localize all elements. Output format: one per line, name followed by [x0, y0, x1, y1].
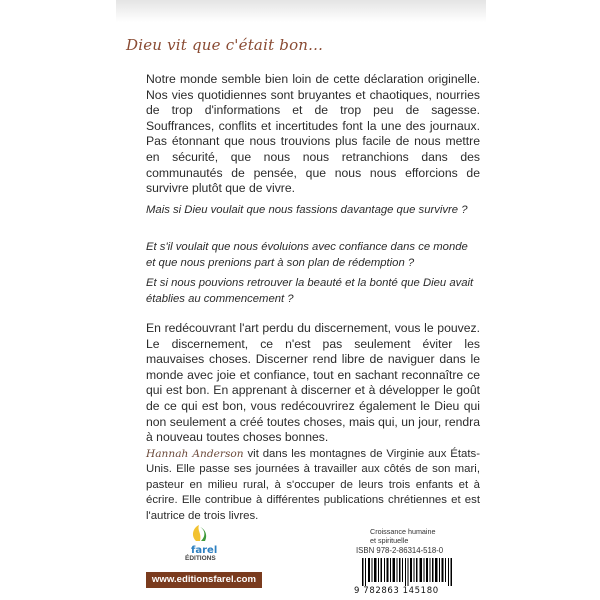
isbn-number: ISBN 978-2-86314-518-0 [356, 546, 444, 555]
publisher-sub: ÉDITIONS [185, 555, 216, 562]
question-2: Et s'il voulait que nous évoluions avec confiance dans ce monde et que nous prenions part à son plan de rédemption ? [146, 241, 468, 269]
question-3: Et si nous pouvions retrouver la beauté et la bonté que Dieu avait établies au commencement ? [146, 277, 474, 305]
category-label [370, 527, 436, 545]
website-link[interactable]: www.editionsfarel.com [146, 572, 262, 588]
book-back-cover [116, 0, 486, 600]
publisher-name: farel [191, 545, 218, 556]
cover-title: Dieu vit que c'était bon... [126, 36, 324, 54]
author-bio-text: vit dans les montagnes de Virginie aux États-Unis. Elle passe ses journées à travailler aux côtés de son mari, pasteur en milieu rural, à s'occuper de leurs trois enfants et à écrire. Elle contribue à différentes publications chrétiennes et est l'autrice de trois livres. [146, 448, 480, 522]
question-1: Mais si Dieu voulait que nous fassions davantage que survivre ? [146, 204, 468, 216]
barcode [354, 558, 462, 596]
category-line-2: et spirituelle [370, 536, 409, 545]
author-bio [146, 447, 480, 524]
top-shadow [116, 0, 486, 22]
barcode-bars-icon [362, 558, 456, 586]
discernment-paragraph: En redécouvrant l'art perdu du discernement, vous le pouvez. Le discernement, ce n'est pas seulement éviter les mauvaises choses. Discerner rend libre de naviguer dans le monde avec joie et confiance, tout en sachant reconnaître ce qui est bon. En apprenant à discerner et à développer le goût de ce qui est bon, vous redécouvrirez également le Dieu qui non seulement a créé toutes choses, mais qui, un jour, rendra à nouveau toutes choses bonnes. [146, 321, 480, 445]
category-line-1: Croissance humaine [370, 527, 436, 536]
barcode-digits: 9 782863 145180 [354, 586, 439, 596]
intro-paragraph: Notre monde semble bien loin de cette déclaration originelle. Nos vies quotidiennes sont bruyantes et chaotiques, nourries de trop d'informations et de trop peu de sagesse. Souffrances, conflits et incertitudes font la une des journaux. Pas étonnant que nous trouvions plus facile de nous mettre en sécurité, que nous nous retranchions dans des communautés de pensée, que nous nous efforcions de survivre plutôt que de vivre. [146, 72, 480, 196]
author-name: Hannah Anderson [146, 448, 244, 460]
